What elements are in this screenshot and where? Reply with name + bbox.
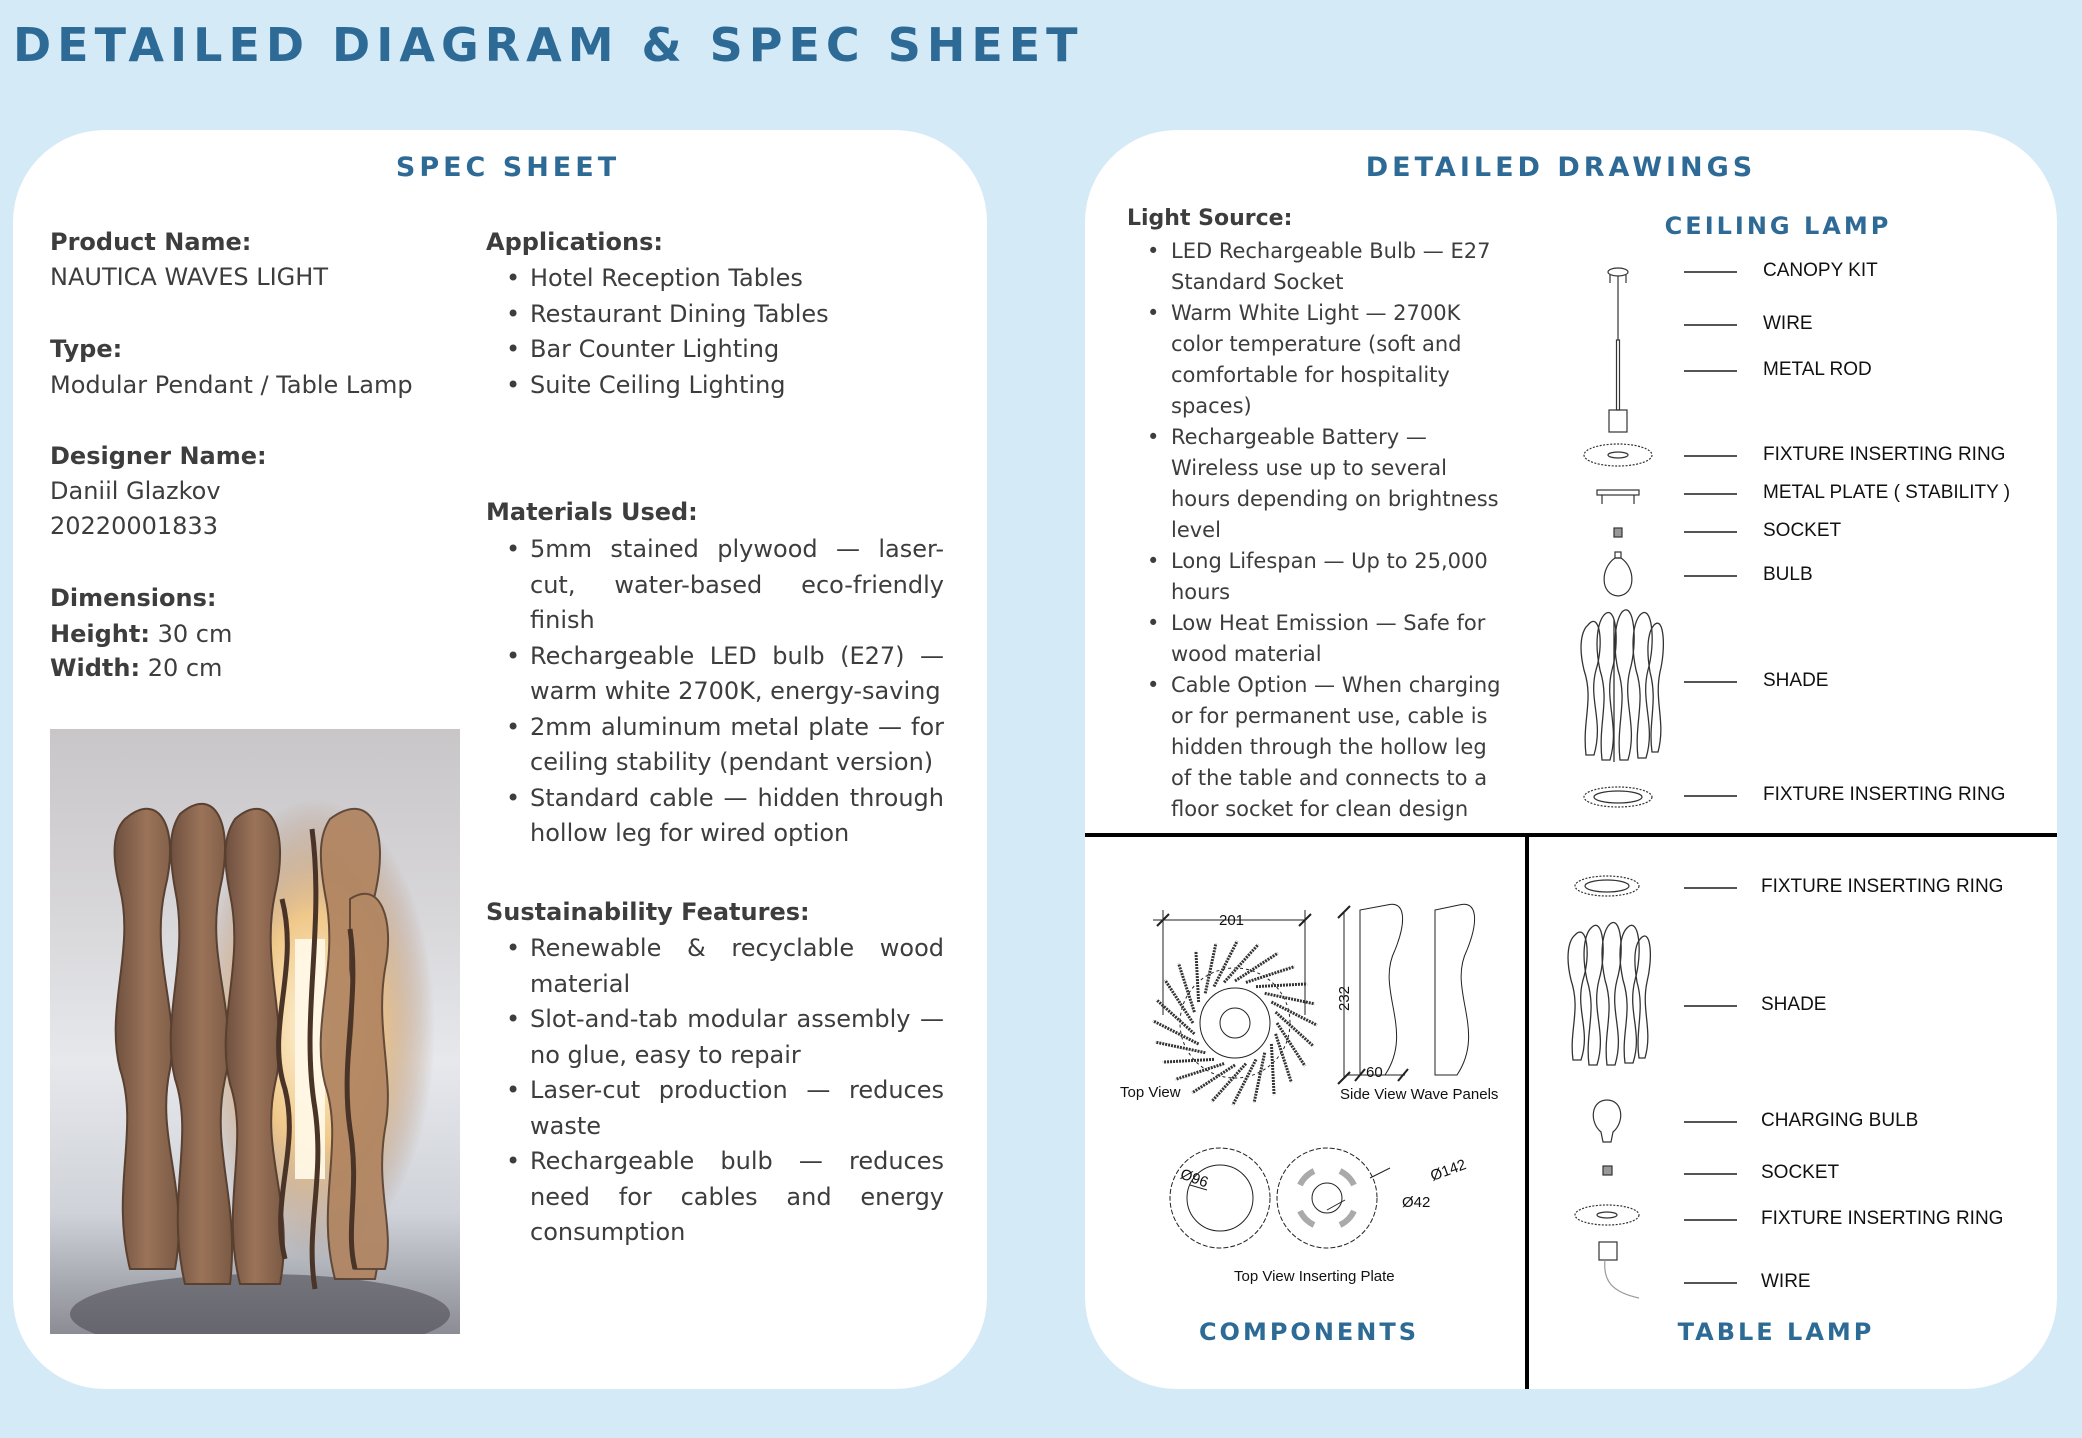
wave-panel-fin xyxy=(1271,1044,1274,1095)
part-label: CANOPY KIT xyxy=(1763,260,1878,281)
list-item: • Suite Ceiling Lighting xyxy=(486,368,966,404)
height-label: Height: xyxy=(50,620,150,648)
leader-line xyxy=(1684,455,1737,457)
leader-line xyxy=(1684,531,1737,533)
list-item: • Rechargeable bulb — reduces need for cables and energy consumption xyxy=(486,1144,944,1251)
part-label: SOCKET xyxy=(1761,1162,1840,1183)
list-item: • Standard cable — hidden through hollow leg for wired option xyxy=(486,781,944,852)
ceiling-lamp-title: CEILING LAMP xyxy=(1664,212,1892,240)
vertical-divider xyxy=(1525,833,1529,1389)
table-lamp-title: TABLE LAMP xyxy=(1677,1318,1875,1346)
wave-panel-fin xyxy=(1165,980,1193,1023)
part-label: CHARGING BULB xyxy=(1761,1110,1919,1131)
list-item: • Long Lifespan — Up to 25,000 hours xyxy=(1127,546,1502,608)
list-item: • Rechargeable Battery — Wireless use up to several hours depending on brightness level xyxy=(1127,422,1502,546)
part-label: SHADE xyxy=(1761,994,1827,1015)
part-label: WIRE xyxy=(1761,1271,1811,1292)
applications-list xyxy=(486,261,966,403)
charging-bulb-icon xyxy=(1593,1100,1620,1142)
inserting-plate-drawing xyxy=(1170,1148,1390,1248)
list-item: • Hotel Reception Tables xyxy=(486,261,966,297)
light-source-label: Light Source: xyxy=(1127,206,1293,231)
horizontal-divider xyxy=(1085,833,2057,837)
socket-icon xyxy=(1603,1166,1612,1175)
dim-panel-width: 60 xyxy=(1366,1064,1383,1081)
part-label: METAL ROD xyxy=(1763,359,1872,380)
page-title: DETAILED DIAGRAM & SPEC SHEET xyxy=(13,18,1084,72)
list-item: • Laser-cut production — reduces waste xyxy=(486,1073,944,1144)
leader-line xyxy=(1684,370,1737,372)
dim-top-width: 201 xyxy=(1219,912,1245,929)
list-item: • 5mm stained plywood — laser-cut, water-based eco-friendly finish xyxy=(486,532,944,639)
product-name-label: Product Name: xyxy=(50,228,252,256)
list-item: • Low Heat Emission — Safe for wood material xyxy=(1127,608,1502,670)
fixture-ring-icon xyxy=(1584,444,1652,466)
dim-plate-outer: Ø142 xyxy=(1428,1156,1469,1185)
designer-name-label: Designer Name: xyxy=(50,442,267,470)
fixture-ring-bottom-icon xyxy=(1584,787,1652,807)
shade-icon xyxy=(1581,610,1663,762)
dim-ring-inner: Ø96 xyxy=(1177,1165,1211,1192)
type-value: Modular Pendant / Table Lamp xyxy=(50,371,413,399)
spec-sheet-heading: SPEC SHEET xyxy=(395,152,621,183)
wave-panel-fin xyxy=(1277,1023,1305,1066)
leader-line xyxy=(1684,1121,1737,1123)
designer-name-value: Daniil Glazkov xyxy=(50,477,221,505)
wave-panel-fin xyxy=(1196,951,1199,1002)
list-item: • LED Rechargeable Bulb — E27 Standard Socket xyxy=(1127,236,1502,298)
bulb-icon xyxy=(1604,552,1632,596)
dimensions-label: Dimensions: xyxy=(50,584,217,612)
materials-label: Materials Used: xyxy=(486,498,698,526)
light-source-list xyxy=(1127,236,1502,825)
lamp-photo-illustration xyxy=(50,729,460,1334)
height-row xyxy=(50,620,232,648)
list-item: • Slot-and-tab modular assembly — no glue, easy to repair xyxy=(486,1002,944,1073)
list-item: • Rechargeable LED bulb (E27) — warm white 2700K, energy-saving xyxy=(486,639,944,710)
lamp-photo xyxy=(50,729,460,1334)
metal-rod-icon xyxy=(1617,340,1620,410)
leader-line xyxy=(1684,887,1737,889)
applications-label: Applications: xyxy=(486,228,663,256)
top-view-drawing xyxy=(1153,910,1317,1105)
leader-line xyxy=(1684,681,1737,683)
ceiling-lamp-exploded-drawing xyxy=(1570,250,1680,820)
wave-panel-fin xyxy=(1235,953,1278,981)
part-label: FIXTURE INSERTING RING xyxy=(1763,444,2006,465)
part-label: FIXTURE INSERTING RING xyxy=(1761,876,2004,897)
part-label: SOCKET xyxy=(1763,520,1842,541)
wire-icon xyxy=(1605,1260,1639,1298)
fixture-ring-bottom-icon xyxy=(1575,1205,1639,1225)
leader-line xyxy=(1684,1173,1737,1175)
leader-line xyxy=(1684,1005,1737,1007)
list-item: • 2mm aluminum metal plate — for ceiling stability (pendant version) xyxy=(486,710,944,781)
leader-line xyxy=(1684,1219,1737,1221)
wave-panel-fin xyxy=(1163,1059,1214,1062)
list-item: • Cable Option — When charging or for permanent use, cable is hidden through the hollow leg of the table and connects to a floor socket for clean design xyxy=(1127,670,1502,825)
plug-icon xyxy=(1599,1242,1617,1260)
list-item: • Renewable & recyclable wood material xyxy=(486,931,944,1002)
sustainability-list xyxy=(486,931,944,1251)
list-item: • Restaurant Dining Tables xyxy=(486,297,966,333)
part-label: METAL PLATE ( STABILITY ) xyxy=(1763,482,2011,503)
width-row xyxy=(50,654,222,682)
type-label: Type: xyxy=(50,335,123,363)
leader-line xyxy=(1684,575,1737,577)
leader-line xyxy=(1684,324,1737,326)
product-name-value: NAUTICA WAVES LIGHT xyxy=(50,263,328,291)
height-value: 30 cm xyxy=(157,620,233,648)
leader-line xyxy=(1684,1282,1737,1284)
top-view-label: Top View xyxy=(1120,1084,1181,1101)
leader-line xyxy=(1684,271,1737,273)
wave-panel-fin xyxy=(1192,1065,1235,1093)
wave-panel-fin xyxy=(1153,1021,1199,1044)
rod-socket-cup-icon xyxy=(1609,410,1627,432)
list-item: • Bar Counter Lighting xyxy=(486,332,966,368)
shade-icon xyxy=(1568,922,1650,1065)
components-drawing xyxy=(1115,880,1515,1260)
dim-plate-inner: Ø42 xyxy=(1402,1194,1431,1211)
table-lamp-exploded-drawing xyxy=(1555,860,1665,1300)
wave-panel-fin xyxy=(1256,984,1307,987)
socket-icon xyxy=(1614,528,1622,537)
wave-panel-fin xyxy=(1214,941,1237,987)
part-label: SHADE xyxy=(1763,670,1829,691)
wave-panel-fin xyxy=(1233,1059,1256,1105)
wave-panel-fin xyxy=(1271,1002,1317,1025)
width-value: 20 cm xyxy=(147,654,223,682)
part-label: BULB xyxy=(1763,564,1813,585)
part-label: FIXTURE INSERTING RING xyxy=(1763,784,2006,805)
materials-list xyxy=(486,532,944,852)
part-label: WIRE xyxy=(1763,313,1813,334)
metal-plate-icon xyxy=(1597,490,1639,504)
sustainability-label: Sustainability Features: xyxy=(486,898,810,926)
inserting-plate-label: Top View Inserting Plate xyxy=(1234,1268,1395,1285)
components-title: COMPONENTS xyxy=(1198,1318,1420,1346)
list-item: • Warm White Light — 2700K color temperature (soft and comfortable for hospitality spaces) xyxy=(1127,298,1502,422)
leader-line xyxy=(1684,795,1737,797)
detailed-drawings-heading: DETAILED DRAWINGS xyxy=(1365,152,1757,183)
fixture-ring-top-icon xyxy=(1575,876,1639,896)
part-label: FIXTURE INSERTING RING xyxy=(1761,1208,2004,1229)
dim-panel-height: 232 xyxy=(1336,985,1354,1012)
side-view-panels-drawing xyxy=(1338,904,1475,1084)
side-view-label: Side View Wave Panels xyxy=(1340,1086,1499,1103)
width-label: Width: xyxy=(50,654,141,682)
designer-id-value: 20220001833 xyxy=(50,512,218,540)
leader-line xyxy=(1684,493,1737,495)
